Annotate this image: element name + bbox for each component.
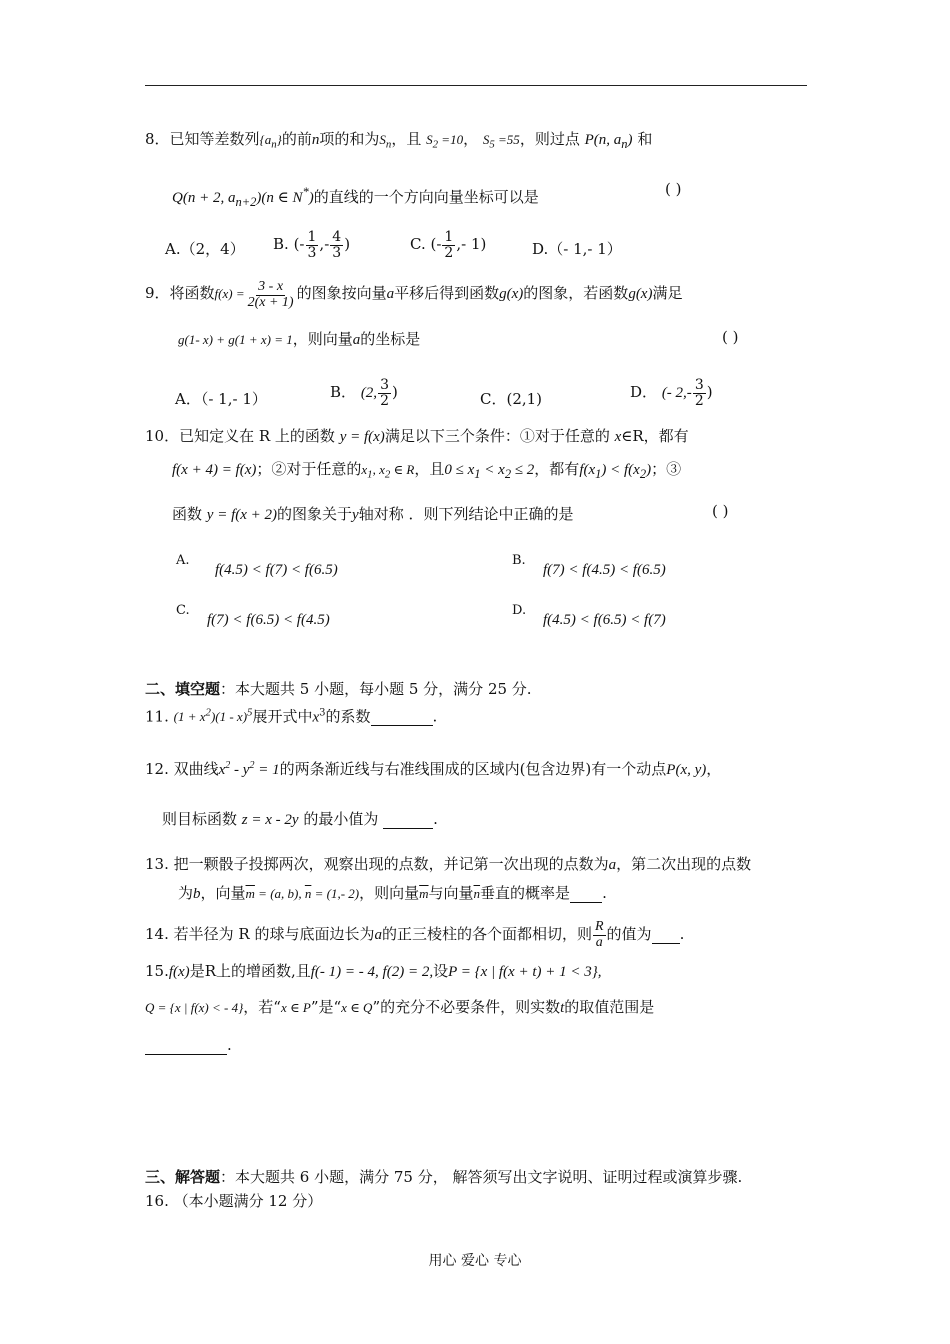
q13-line2: 为b，向量$\overline{m} = (a$, b), $\overline{n} = (1,-$ 2)，则向量$\overline{m}$与向量$\overline{n}$垂直的概率是 . (178, 884, 607, 902)
q8-s5: $S_5 =55$ (482, 132, 520, 151)
q8-line2: Q(n + 2, $a_{n+2})(n$ ∈ N*)的直线的一个方向向量坐标可以是 (172, 185, 539, 209)
q9-option-d: D． (- 2,- $\frac{3}{2}$ ) (630, 377, 713, 409)
q10-option-d: f(4.5) < f(6.5) < f(7) (543, 612, 666, 628)
q10-line2: f(x + 4) = f(x)；②对于任意的$x_1$, $x_2$ ∈ R，且$0 \le x_1 < x_2 \le 2$，都有$f(x_1) < f(x_2)$；③ (172, 460, 682, 481)
q9-option-a: A．（- 1,- 1） (175, 390, 267, 408)
q10-answer-paren[interactable]: ( ) (712, 502, 729, 520)
q8-option-a: A.（2，4） (165, 240, 245, 258)
q15-answer-blank[interactable] (145, 1036, 227, 1055)
q8-option-d: D.（- 1,- 1） (532, 240, 622, 258)
q9-func: f(x) = $\frac{3 - x}{2(x + 1)}$ (214, 279, 294, 310)
q15-line3: . (145, 1036, 232, 1055)
q13-line1: 13. 把一颗骰子投掷两次，观察出现的点数，并记第一次出现的点数为a，第二次出现的点数 (145, 855, 752, 873)
q14-line: 14. 若半径为 R 的球与底面边长为a的正三棱柱的各个面都相切，则 $\frac{R}{a}$ 的值为 . (145, 919, 685, 950)
q10-line1: 10．已知定义在 R 上的函数 y = f(x)满足以下三个条件：①对于任意的 x∈R，都有 (145, 427, 689, 445)
q9-condition: g(1- x) + g(1 + x) = 1 (178, 332, 293, 347)
q8-point-p: P(n, $a_n$) (584, 132, 633, 151)
q9-option-c: C．(2,1) (480, 390, 543, 408)
page-footer: 用心 爱心 专心 (428, 1253, 522, 1269)
q14-answer-blank[interactable] (652, 925, 680, 944)
q8-answer-paren[interactable]: ( ) (665, 180, 682, 198)
q8-option-b: B. (- $\frac{1}{3}$ ,- $\frac{4}{3}$ ) (273, 229, 351, 261)
q8-line1: 8．已知等差数列$\{a_n\}$的前n项的和为$S_n$，且 $S_2 =10$， $S_5 =55$，则过点 P(n, $a_n$) 和 (145, 130, 653, 151)
q8-s2: $S_2 =10$ (426, 132, 464, 151)
q8-point-q: Q(n + 2, $a_{n+2})(n$ ∈ N*) (172, 185, 314, 209)
q12-hyperbola: $x^2 - y^2 = 1$ (218, 760, 280, 778)
q10-option-d-label: D. (512, 603, 527, 618)
q12-line2: 则目标函数 z = x - 2y 的最小值为 . (162, 810, 438, 828)
q9-line2: g(1- x) + g(1 + x) = 1，则向量a的坐标是 (178, 330, 421, 348)
q9-answer-paren[interactable]: ( ) (722, 328, 739, 346)
q15-line2: Q = {x | f(x) < - 4}，若“x ∈ P”是“x ∈ Q”的充分不必要条件，则实数t的取值范围是 (145, 998, 655, 1016)
q10-option-c: f(7) < f(6.5) < f(4.5) (207, 612, 330, 628)
q8-seq: $\{a_n\}$ (259, 132, 282, 151)
q12-line1: 12. 双曲线$x^2 - y^2 = 1$的两条渐近线与右准线围成的区域内(包含边界)有一个动点P(x, y)， (145, 760, 722, 778)
q10-option-b-label: B. (512, 553, 526, 568)
q11-answer-blank[interactable] (371, 707, 433, 726)
header-rule (145, 85, 807, 86)
q15-line1: 15.f(x)是R上的增函数,且f(- 1) = - 4, f(2) = 2,设P = {x | f(x + t) + 1 < 3}, (145, 962, 602, 980)
q11-expression: $(1 + x^2)(1 - x)^5$ (173, 707, 253, 725)
q10-option-a-label: A. (176, 553, 190, 568)
q9-option-b: B． (2, $\frac{3}{2}$ ) (330, 377, 398, 409)
q10-line3: 函数 y = f(x + 2)的图象关于y轴对称 ．则下列结论中正确的是 (172, 505, 574, 523)
q11-line: 11. $(1 + x^2)(1 - x)^5$展开式中$x^3$的系数 . (145, 707, 438, 726)
q10-option-a: f(4.5) < f(7) < f(6.5) (215, 562, 338, 578)
section-fill-blank-heading: 二、填空题：本大题共 5 小题，每小题 5 分，满分 25 分. (145, 680, 532, 698)
q9-line1: 9．将函数f(x) = $\frac{3 - x}{2(x + 1)}$ 的图象按向量a平移后得到函数g(x)的图象，若函数g(x)满足 (145, 279, 683, 310)
q8-option-c: C. (- $\frac{1}{2}$ ,- 1) (410, 229, 487, 261)
q16-heading: 16. （本小题满分 12 分） (145, 1192, 323, 1210)
q12-answer-blank[interactable] (383, 810, 433, 829)
q13-answer-blank[interactable] (570, 884, 602, 903)
q10-option-b: f(7) < f(4.5) < f(6.5) (543, 562, 666, 578)
section-solution-heading: 三、解答题：本大题共 6 小题，满分 75 分， 解答须写出文字说明、证明过程或演算步骤. (145, 1168, 743, 1186)
q10-option-c-label: C. (176, 603, 190, 618)
q8-stem: 8．已知等差数列 (145, 130, 260, 148)
